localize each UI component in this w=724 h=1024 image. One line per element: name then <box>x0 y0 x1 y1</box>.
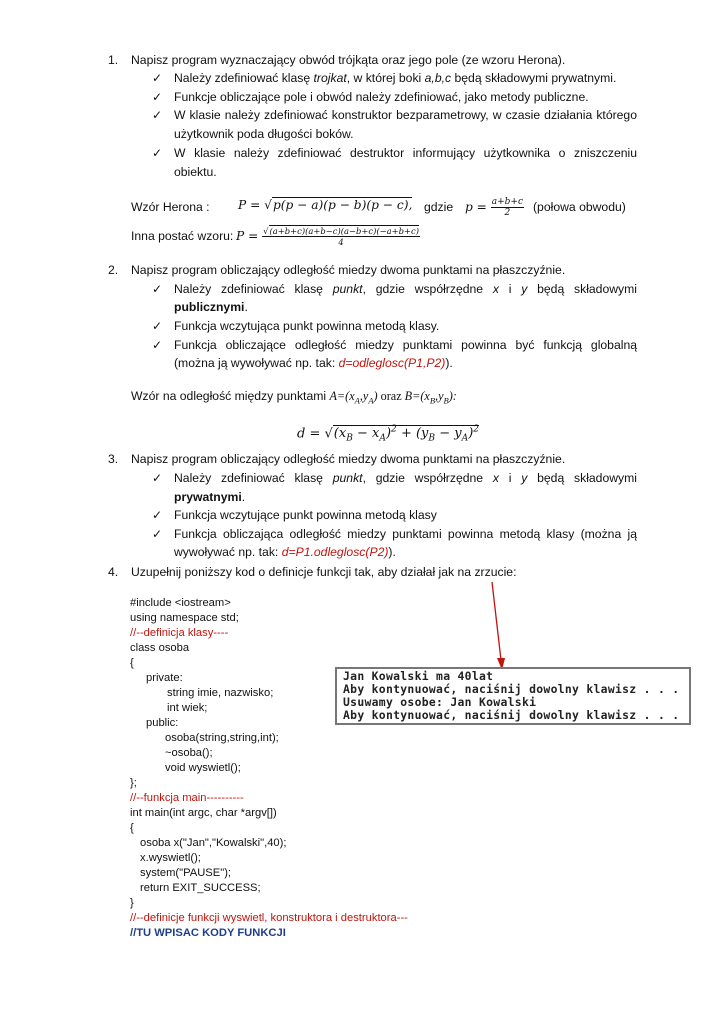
console-line: Usuwamy osobe: Jan Kowalski <box>343 695 537 709</box>
heron-label: Wzór Herona : <box>131 200 210 214</box>
task-2-number: 2. <box>108 263 119 277</box>
task-2-item-3-cont: (można ją wywoływać np. tak: d=odleglosc(P1,P2)). <box>174 356 453 370</box>
task-1-number: 1. <box>108 53 119 67</box>
task-1-item-1: Należy zdefiniować klasę trojkat, w której boki a,b,c będą składowymi prywatnymi. <box>174 71 617 85</box>
code-line: int wiek; <box>167 702 208 714</box>
console-line: Aby kontynuować, naciśnij dowolny klawisz . . . <box>343 682 680 696</box>
task-1-item-2: Funkcje obliczające pole i obwód należy zdefiniować, jako metody publiczne. <box>174 90 589 104</box>
code-line: x.wyswietl(); <box>140 852 201 864</box>
task-1-item-4: W klasie należy zdefiniować destruktor informujący użytkownika o zniszczeniu <box>174 146 637 160</box>
distance-formula: $d = √(x_B - x_A)^2 + (y_B - y_A)^2$ <box>297 425 480 444</box>
check-icon: ✓ <box>152 508 163 522</box>
alt-formula: P = $\frac{√(a+b+c)(a+b-c)(a-b+c)(-a+b+c)}{4}$ <box>236 226 419 248</box>
code-line: #include <iostream> <box>130 597 231 609</box>
code-comment: //--definicja klasy---- <box>130 627 229 639</box>
arrow-icon <box>480 580 520 672</box>
task-1-item-3: W klasie należy zdefiniować konstruktor bezparametrowy, w czasie działania którego <box>174 108 637 122</box>
task-2-item-1: Należy zdefiniować klasę punkt, gdzie współrzędne x i y będą składowymi <box>174 282 637 296</box>
code-line: osoba(string,string,int); <box>165 732 279 744</box>
task-2-item-3: Funkcja obliczające odległość miedzy punktami powinna być funkcją globalną <box>174 338 637 352</box>
task-3-item-2: Funkcja wczytujące punkt powinna metodą klasy <box>174 508 437 522</box>
alt-formula-label: Inna postać wzoru: <box>131 229 234 243</box>
check-icon: ✓ <box>152 108 163 122</box>
code-line: } <box>130 897 134 909</box>
task-1-item-3-cont: użytkownik poda długości boków. <box>174 127 354 141</box>
code-line: { <box>130 822 134 834</box>
console-output <box>335 667 691 725</box>
task-3-title: Napisz program obliczający odległość miedzy dwoma punktami na płaszczyźnie. <box>131 452 566 466</box>
code-line: system("PAUSE"); <box>140 867 232 879</box>
task-3-item-3-cont: wywoływać np. tak: d=P1.odleglosc(P2)). <box>174 545 396 559</box>
code-line: void wyswietl(); <box>165 762 241 774</box>
task-3-item-3: Funkcja obliczająca odległość miedzy punktami powinna metodą klasy (można ją <box>174 527 637 541</box>
check-icon: ✓ <box>152 319 163 333</box>
code-line: string imie, nazwisko; <box>167 687 274 699</box>
code-line: class osoba <box>130 642 190 654</box>
code-line: private: <box>146 672 183 684</box>
check-icon: ✓ <box>152 282 163 296</box>
code-line: int main(int argc, char *argv[]) <box>130 807 277 819</box>
check-icon: ✓ <box>152 338 163 352</box>
code-line: return EXIT_SUCCESS; <box>140 882 261 894</box>
task-3-number: 3. <box>108 452 119 466</box>
code-line: }; <box>130 777 137 789</box>
code-comment: //--funkcja main---------- <box>130 792 244 804</box>
code-line: ~osoba(); <box>165 747 213 759</box>
check-icon: ✓ <box>152 527 163 541</box>
heron-where: gdzie <box>424 200 454 214</box>
task-2-title: Napisz program obliczający odległość miedzy dwoma punktami na płaszczyźnie. <box>131 263 566 277</box>
code-todo-comment: //TU WPISAC KODY FUNKCJI <box>130 927 286 939</box>
code-line: public: <box>146 717 179 729</box>
task-3-item-1: Należy zdefiniować klasę punkt, gdzie współrzędne x i y będą składowymi <box>174 471 637 485</box>
task-1-title: Napisz program wyznaczający obwód trójkąta oraz jego pole (ze wzoru Herona). <box>131 53 566 67</box>
code-line: using namespace std; <box>130 612 239 624</box>
task-4-title: Uzupełnij poniższy kod o definicje funkcji tak, aby działał jak na zrzucie: <box>131 565 517 579</box>
code-line: { <box>130 657 134 669</box>
task-2-item-1-cont: publicznymi. <box>174 300 248 314</box>
p-note: (połowa obwodu) <box>533 200 626 214</box>
heron-formula: P = √p(p − a)(p − b)(p − c), <box>238 198 413 212</box>
distance-formula-intro: Wzór na odległość między punktami $A=(x_A,y_A)$ oraz $B=(x_B,y_B)$: <box>131 389 457 406</box>
code-line: osoba x("Jan","Kowalski",40); <box>140 837 287 849</box>
check-icon: ✓ <box>152 471 163 485</box>
task-4-number: 4. <box>108 565 119 579</box>
console-line: Aby kontynuować, naciśnij dowolny klawisz . . . <box>343 708 680 722</box>
p-formula: p = $\frac{a+b+c}{2}$ <box>465 197 524 219</box>
check-icon: ✓ <box>152 146 163 160</box>
task-3-item-1-cont: prywatnymi. <box>174 490 246 504</box>
check-icon: ✓ <box>152 71 163 85</box>
task-1-item-4-cont: obiektu. <box>174 165 217 179</box>
check-icon: ✓ <box>152 90 163 104</box>
task-2-item-2: Funkcja wczytująca punkt powinna metodą klasy. <box>174 319 440 333</box>
code-comment: //--definicje funkcji wyswietl, konstruktora i destruktora--- <box>130 912 408 924</box>
console-line: Jan Kowalski ma 40lat <box>343 669 494 683</box>
